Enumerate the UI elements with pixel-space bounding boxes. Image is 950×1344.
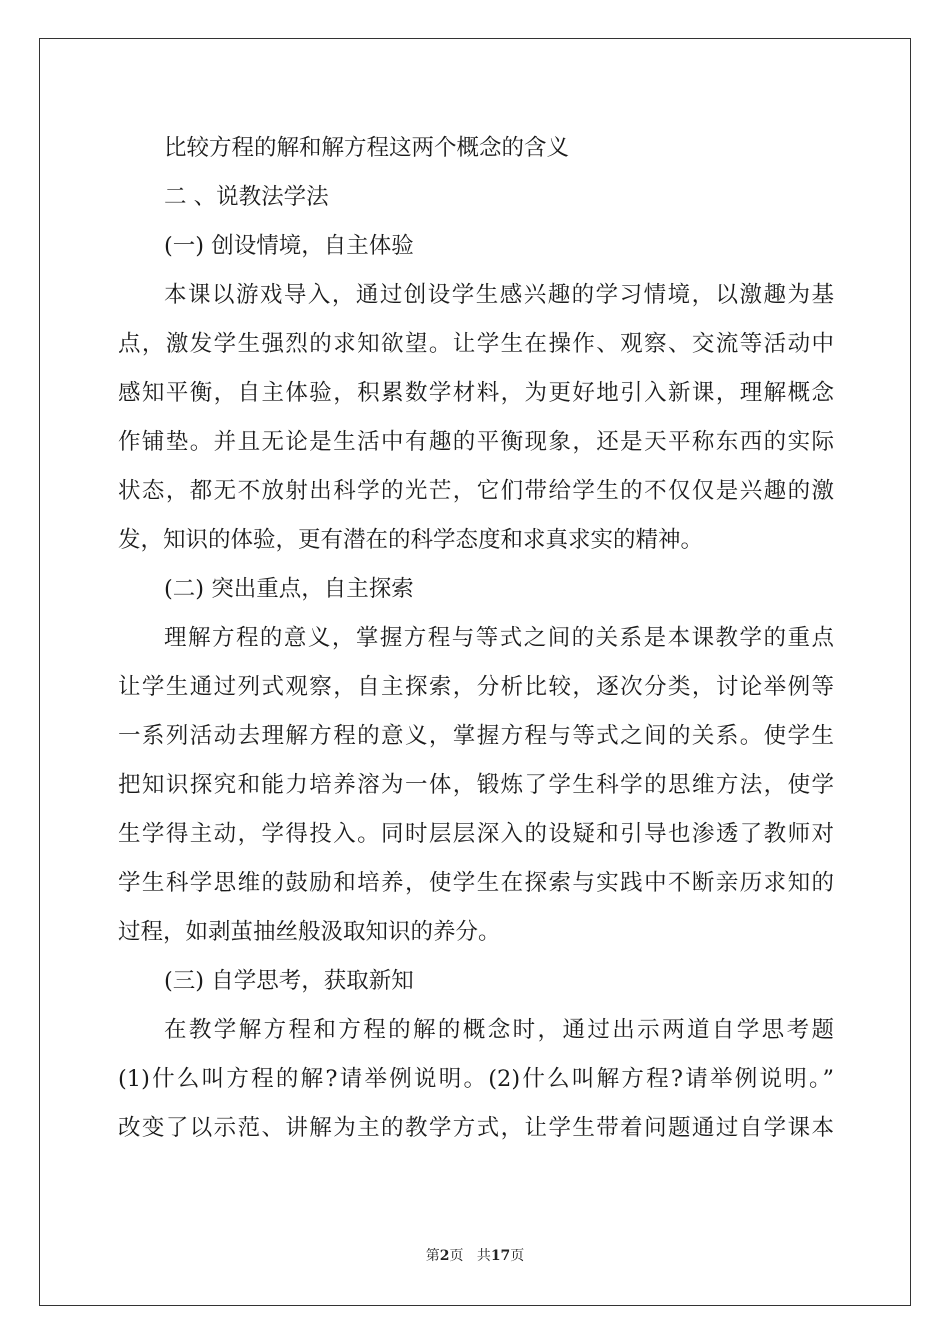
- text-line: (1)什么叫方程的解?请举例说明。(2)什么叫解方程?请举例说明。”: [118, 1066, 834, 1092]
- text-line: 比较方程的解和解方程这两个概念的含义: [164, 135, 570, 161]
- text-line: 理解方程的意义，掌握方程与等式之间的关系是本课教学的重点: [164, 625, 834, 651]
- total-pages-number: 17: [490, 1248, 511, 1264]
- text-line: 把知识探究和能力培养溶为一体，锻炼了学生科学的思维方法，使学: [118, 772, 834, 798]
- footer-page-suffix: 页: [449, 1248, 464, 1264]
- text-line: 生学得主动，学得投入。同时层层深入的设疑和引导也渗透了教师对: [118, 821, 834, 847]
- footer-total-suffix: 页: [510, 1248, 525, 1264]
- text-line: 点，激发学生强烈的求知欲望。让学生在操作、观察、交流等活动中: [118, 331, 834, 357]
- current-page-number: 2: [439, 1248, 450, 1264]
- text-line: 改变了以示范、讲解为主的教学方式，让学生带着问题通过自学课本: [118, 1115, 834, 1141]
- text-line: 发，知识的体验，更有潜在的科学态度和求真求实的精神。: [118, 527, 704, 553]
- text-line: 一系列活动去理解方程的意义，掌握方程与等式之间的关系。使学生: [118, 723, 834, 749]
- text-line: (一) 创设情境，自主体验: [164, 233, 414, 259]
- text-line: 在教学解方程和方程的解的概念时，通过出示两道自学思考题: [164, 1017, 834, 1043]
- footer-total-prefix: 共: [476, 1248, 491, 1264]
- text-line: 作铺垫。并且无论是生活中有趣的平衡现象，还是天平称东西的实际: [118, 429, 834, 455]
- text-line: 过程，如剥茧抽丝般汲取知识的养分。: [118, 919, 501, 945]
- text-line: (三) 自学思考，获取新知: [164, 968, 414, 994]
- text-line: 二 、说教法学法: [164, 184, 329, 210]
- text-line: (二) 突出重点，自主探索: [164, 576, 414, 602]
- text-line: 感知平衡，自主体验，积累数学材料，为更好地引入新课，理解概念: [118, 380, 834, 406]
- text-line: 让学生通过列式观察，自主探索，分析比较，逐次分类，讨论举例等: [118, 674, 834, 700]
- text-line: 学生科学思维的鼓励和培养，使学生在探索与实践中不断亲历求知的: [118, 870, 834, 896]
- document-body: [118, 124, 834, 1153]
- footer-prefix: 第: [425, 1248, 440, 1264]
- page-footer: [0, 1245, 950, 1265]
- text-line: 本课以游戏导入，通过创设学生感兴趣的学习情境，以激趣为基: [164, 282, 834, 308]
- text-line: 状态，都无不放射出科学的光芒，它们带给学生的不仅仅是兴趣的激: [118, 478, 834, 504]
